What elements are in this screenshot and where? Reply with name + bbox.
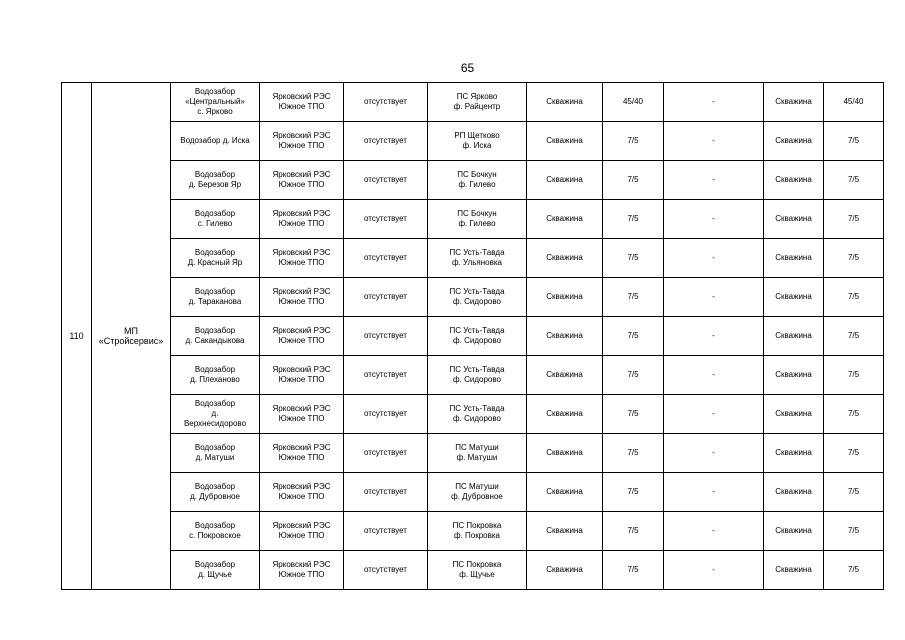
object-cell: Водозабор д. Березов Яр [171, 161, 260, 200]
load-cell: 7/5 [603, 356, 664, 395]
load-cell-2: 7/5 [824, 512, 884, 551]
group-number-cell: 110 [62, 83, 92, 590]
res-cell: Ярковский РЭС Южное ТПО [260, 434, 344, 473]
substation-cell: ПС Покровка ф. Щучье [428, 551, 527, 590]
type-cell-2: Скважина [764, 83, 824, 122]
object-cell: Водозабор д. Иска [171, 122, 260, 161]
substation-cell: ПС Матуши ф. Матуши [428, 434, 527, 473]
type-cell: Скважина [527, 473, 603, 512]
load-cell: 7/5 [603, 317, 664, 356]
res-cell: Ярковский РЭС Южное ТПО [260, 83, 344, 122]
table-row [62, 317, 884, 356]
type-cell-2: Скважина [764, 239, 824, 278]
substation-cell: РП Щетково ф. Иска [428, 122, 527, 161]
load-cell: 7/5 [603, 395, 664, 434]
object-cell: Водозабор д. Дубровное [171, 473, 260, 512]
load-cell: 45/40 [603, 83, 664, 122]
dash-cell: - [664, 239, 764, 278]
load-cell-2: 7/5 [824, 317, 884, 356]
dash-cell: - [664, 434, 764, 473]
res-cell: Ярковский РЭС Южное ТПО [260, 356, 344, 395]
load-cell-2: 7/5 [824, 122, 884, 161]
reserve-cell: отсутствует [344, 278, 428, 317]
res-cell: Ярковский РЭС Южное ТПО [260, 317, 344, 356]
reserve-cell: отсутствует [344, 317, 428, 356]
organization-cell: МП «Стройсервис» [92, 83, 171, 590]
load-cell: 7/5 [603, 239, 664, 278]
table-row [62, 161, 884, 200]
table-row [62, 512, 884, 551]
object-cell: Водозабор д. Матуши [171, 434, 260, 473]
type-cell-2: Скважина [764, 278, 824, 317]
type-cell-2: Скважина [764, 200, 824, 239]
load-cell-2: 7/5 [824, 161, 884, 200]
res-cell: Ярковский РЭС Южное ТПО [260, 239, 344, 278]
load-cell: 7/5 [603, 551, 664, 590]
type-cell: Скважина [527, 395, 603, 434]
dash-cell: - [664, 200, 764, 239]
substation-cell: ПС Бочкун ф. Гилево [428, 200, 527, 239]
type-cell-2: Скважина [764, 395, 824, 434]
res-cell: Ярковский РЭС Южное ТПО [260, 278, 344, 317]
object-cell: Водозабор Д. Красный Яр [171, 239, 260, 278]
reserve-cell: отсутствует [344, 551, 428, 590]
substation-cell: ПС Усть-Тавда ф. Сидорово [428, 395, 527, 434]
object-cell: Водозабор с. Покровское [171, 512, 260, 551]
type-cell-2: Скважина [764, 122, 824, 161]
table-row [62, 356, 884, 395]
reserve-cell: отсутствует [344, 239, 428, 278]
res-cell: Ярковский РЭС Южное ТПО [260, 122, 344, 161]
load-cell: 7/5 [603, 512, 664, 551]
type-cell: Скважина [527, 239, 603, 278]
type-cell: Скважина [527, 434, 603, 473]
substation-cell: ПС Бочкун ф. Гилево [428, 161, 527, 200]
substation-cell: ПС Усть-Тавда ф. Сидорово [428, 278, 527, 317]
table-row [62, 395, 884, 434]
page-number: 65 [460, 61, 475, 75]
type-cell: Скважина [527, 512, 603, 551]
type-cell-2: Скважина [764, 512, 824, 551]
load-cell: 7/5 [603, 122, 664, 161]
dash-cell: - [664, 512, 764, 551]
substation-cell: ПС Усть-Тавда ф. Сидорово [428, 356, 527, 395]
dash-cell: - [664, 278, 764, 317]
dash-cell: - [664, 83, 764, 122]
type-cell-2: Скважина [764, 356, 824, 395]
load-cell-2: 7/5 [824, 278, 884, 317]
type-cell-2: Скважина [764, 434, 824, 473]
load-cell-2: 45/40 [824, 83, 884, 122]
type-cell: Скважина [527, 317, 603, 356]
type-cell: Скважина [527, 200, 603, 239]
load-cell-2: 7/5 [824, 395, 884, 434]
dash-cell: - [664, 122, 764, 161]
dash-cell: - [664, 473, 764, 512]
dash-cell: - [664, 551, 764, 590]
type-cell: Скважина [527, 356, 603, 395]
table-body [62, 83, 884, 590]
load-cell-2: 7/5 [824, 356, 884, 395]
table-row [62, 122, 884, 161]
load-cell-2: 7/5 [824, 434, 884, 473]
object-cell: Водозабор д. Плеханово [171, 356, 260, 395]
table-row [62, 551, 884, 590]
table-row [62, 83, 884, 122]
object-cell: Водозабор д. Верхнесидорово [171, 395, 260, 434]
object-cell: Водозабор с. Гилево [171, 200, 260, 239]
load-cell-2: 7/5 [824, 200, 884, 239]
type-cell: Скважина [527, 278, 603, 317]
reserve-cell: отсутствует [344, 434, 428, 473]
res-cell: Ярковский РЭС Южное ТПО [260, 512, 344, 551]
res-cell: Ярковский РЭС Южное ТПО [260, 161, 344, 200]
load-cell: 7/5 [603, 200, 664, 239]
load-cell: 7/5 [603, 278, 664, 317]
dash-cell: - [664, 161, 764, 200]
res-cell: Ярковский РЭС Южное ТПО [260, 473, 344, 512]
reserve-cell: отсутствует [344, 161, 428, 200]
object-cell: Водозабор д. Тараканова [171, 278, 260, 317]
res-cell: Ярковский РЭС Южное ТПО [260, 395, 344, 434]
table-row [62, 473, 884, 512]
table-row [62, 278, 884, 317]
object-cell: Водозабор д. Щучье [171, 551, 260, 590]
load-cell-2: 7/5 [824, 239, 884, 278]
reserve-cell: отсутствует [344, 122, 428, 161]
type-cell: Скважина [527, 122, 603, 161]
type-cell-2: Скважина [764, 473, 824, 512]
object-cell: Водозабор д. Сакандыкова [171, 317, 260, 356]
table-row [62, 239, 884, 278]
type-cell: Скважина [527, 83, 603, 122]
consumer-table [61, 82, 884, 590]
type-cell-2: Скважина [764, 551, 824, 590]
substation-cell: ПС Усть-Тавда ф. Ульяновка [428, 239, 527, 278]
reserve-cell: отсутствует [344, 200, 428, 239]
type-cell: Скважина [527, 161, 603, 200]
reserve-cell: отсутствует [344, 512, 428, 551]
res-cell: Ярковский РЭС Южное ТПО [260, 551, 344, 590]
substation-cell: ПС Матуши ф. Дубровное [428, 473, 527, 512]
substation-cell: ПС Усть-Тавда ф. Сидорово [428, 317, 527, 356]
dash-cell: - [664, 356, 764, 395]
table-row [62, 200, 884, 239]
dash-cell: - [664, 395, 764, 434]
reserve-cell: отсутствует [344, 83, 428, 122]
res-cell: Ярковский РЭС Южное ТПО [260, 200, 344, 239]
reserve-cell: отсутствует [344, 473, 428, 512]
load-cell-2: 7/5 [824, 473, 884, 512]
substation-cell: ПС Ярково ф. Райцентр [428, 83, 527, 122]
load-cell: 7/5 [603, 473, 664, 512]
load-cell-2: 7/5 [824, 551, 884, 590]
table-row [62, 434, 884, 473]
reserve-cell: отсутствует [344, 356, 428, 395]
substation-cell: ПС Покровка ф. Покровка [428, 512, 527, 551]
load-cell: 7/5 [603, 161, 664, 200]
type-cell-2: Скважина [764, 161, 824, 200]
type-cell: Скважина [527, 551, 603, 590]
reserve-cell: отсутствует [344, 395, 428, 434]
load-cell: 7/5 [603, 434, 664, 473]
object-cell: Водозабор «Центральный» с. Ярково [171, 83, 260, 122]
dash-cell: - [664, 317, 764, 356]
type-cell-2: Скважина [764, 317, 824, 356]
